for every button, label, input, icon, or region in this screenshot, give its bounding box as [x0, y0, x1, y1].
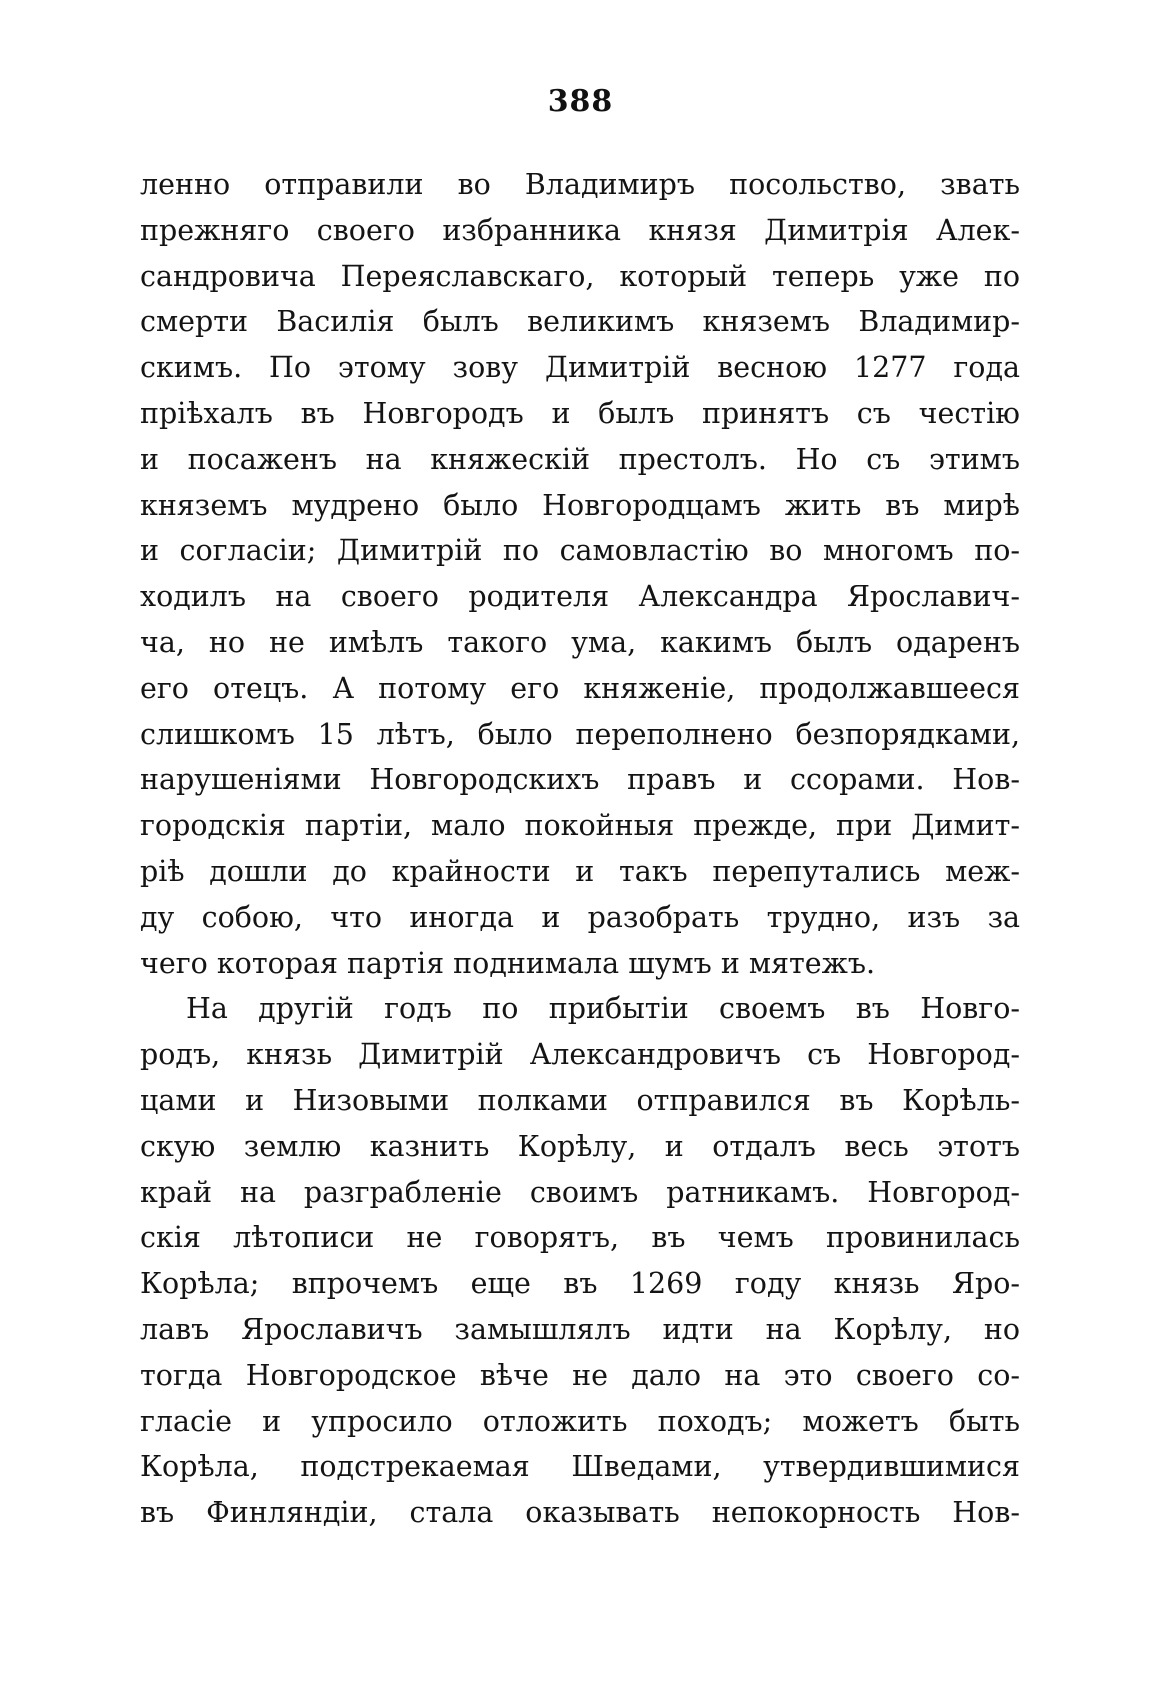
text-line: смерти Василія былъ великимъ княземъ Владимир-: [140, 305, 1020, 339]
paragraph-start-line: На другій годъ по прибытіи своемъ въ Новго-: [186, 992, 1020, 1026]
text-line: слишкомъ 15 лѣтъ, было переполнено безпорядками,: [140, 717, 1020, 751]
text-line: ду собою, что иногда и разобрать трудно, изъ за: [140, 900, 1020, 934]
text-line: его отецъ. А потому его княженіе, продолжавшееся: [140, 671, 1020, 705]
text-line: родъ, князь Димитрій Александровичъ съ Новгород-: [140, 1038, 1020, 1072]
paragraph-end-line: чего которая партія поднимала шумъ и мятежъ.: [140, 946, 876, 980]
text-line: прежняго своего избранника князя Димитрія Алек-: [140, 213, 1020, 247]
text-line: княземъ мудрено было Новгородцамъ жить въ мирѣ: [140, 488, 1020, 522]
text-line: сандровича Переяславскаго, который теперь уже по: [140, 259, 1020, 293]
text-line: ріѣ дошли до крайности и такъ перепутались меж-: [140, 854, 1020, 888]
text-line: край на разграбленіе своимъ ратникамъ. Новгород-: [140, 1175, 1020, 1209]
text-line: Корѣла, подстрекаемая Шведами, утвердившимися: [140, 1450, 1020, 1484]
text-line: ленно отправили во Владимиръ посольство, звать: [140, 168, 1020, 201]
text-line: нарушеніями Новгородскихъ правъ и ссорами. Нов-: [140, 763, 1020, 797]
body-text: [140, 162, 1020, 1536]
page-number: 388: [547, 84, 614, 119]
text-line: цами и Низовыми полками отправился въ Корѣль-: [140, 1083, 1020, 1117]
text-line: городскія партіи, мало покойныя прежде, при Димит-: [140, 809, 1020, 843]
text-line: ча, но не имѣлъ такого ума, какимъ былъ одаренъ: [140, 625, 1020, 659]
text-line: и посаженъ на княжескій престолъ. Но съ этимъ: [140, 442, 1020, 476]
text-line: тогда Новгородское вѣче не дало на это своего со-: [140, 1358, 1020, 1392]
text-line: скимъ. По этому зову Димитрій весною 1277 года: [140, 351, 1020, 385]
text-line: пріѣхалъ въ Новгородъ и былъ принятъ съ честію: [140, 396, 1020, 430]
text-line: скія лѣтописи не говорятъ, въ чемъ провинилась: [140, 1221, 1020, 1255]
text-line: Корѣла; впрочемъ еще въ 1269 году князь Яро-: [140, 1267, 1020, 1301]
text-line: ходилъ на своего родителя Александра Ярославич-: [140, 580, 1020, 614]
text-line: лавъ Ярославичъ замышлялъ идти на Корѣлу, но: [140, 1312, 1020, 1346]
text-line: скую землю казнить Корѣлу, и отдалъ весь этотъ: [140, 1129, 1020, 1163]
text-line: гласіе и упросило отложить походъ; можетъ быть: [140, 1404, 1020, 1438]
text-line: и согласіи; Димитрій по самовластію во многомъ по-: [140, 534, 1020, 568]
text-line: въ Финляндіи, стала оказывать непокорность Нов-: [140, 1496, 1020, 1530]
